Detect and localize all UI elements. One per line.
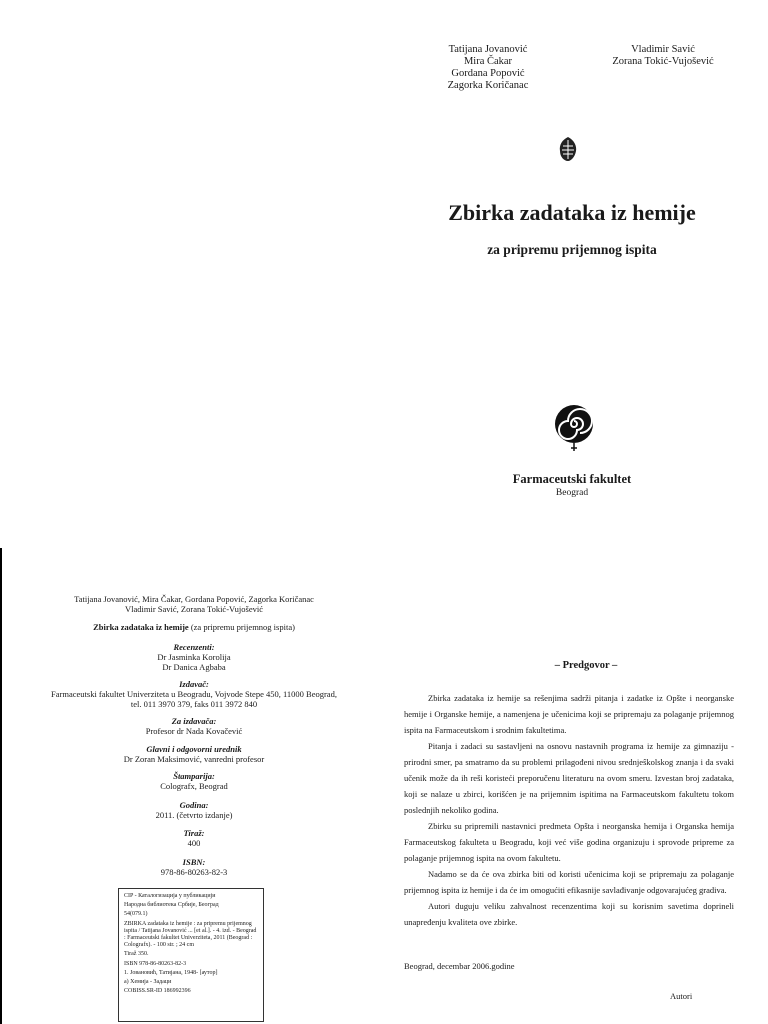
printing-label: Štamparija: bbox=[173, 771, 215, 781]
book-title: Zbirka zadataka iz hemije bbox=[448, 200, 696, 225]
cip-line: ZBIRKA zadataka iz hemije : za pripremu prijemnog ispita / Tatijana Jovanović ... [et al.]. - 4. izd. - Beograd : Farmaceutski fakultet Univerziteta, 2011 (Beograd : Colografx). - 100 str. ; 24 cm bbox=[124, 920, 257, 949]
author-name: Zorana Tokić-Vujošević bbox=[612, 56, 714, 67]
reviewer-name: Dr Danica Agbaba bbox=[162, 662, 226, 672]
print-run-label: Tiraž: bbox=[183, 828, 205, 838]
page-edge-line bbox=[0, 548, 2, 1024]
imprint-title-rest: (za pripremu prijemnog ispita) bbox=[190, 622, 295, 632]
preface-paragraph: Zbirka zadataka iz hemije sa rešenjima sadrži pitanja i zadatke iz Opšte i neorganske hemije i Organske hemije, a namenjena je učenicima koji se pripremaju za polaganje prijemnog ispita na Farmaceutskom i srodnim fakultetima. bbox=[404, 693, 734, 735]
for-publisher-label: Za izdavača: bbox=[171, 716, 217, 726]
imprint-isbn bbox=[14, 857, 374, 877]
author-name: Zagorka Koričanac bbox=[447, 80, 529, 91]
imprint-publisher bbox=[14, 679, 374, 709]
imprint-authors-line: Tatijana Jovanović, Mira Čakar, Gordana Popović, Zagorka Koričanac bbox=[74, 594, 314, 604]
imprint-reviewers bbox=[14, 642, 374, 672]
preface-paragraph: Autori duguju veliku zahvalnost recenzentima koji su korisnim savetima doprineli unapređenju kvaliteta ove zbirke. bbox=[404, 901, 734, 927]
cover-authors-right bbox=[588, 44, 738, 68]
imprint-title-bold: Zbirka zadataka iz hemije bbox=[93, 622, 189, 632]
preface-paragraph: Pitanja i zadaci su sastavljeni na osnovu nastavnih programa iz hemije za gimnaziju - prirodni smer, pa smatramo da su problemi prilagođeni nivou srednjeŝkolskog znanja i da svaki učenik može da ih reši koristeći preporučenu literaturu na ovom smeru. Izvestan broj zadataka, koji se nalaze u zbirci, korišćen je na prijemnim ispitima na Farmaceutskom fakultetu tokom poslednjih nekoliko godina. bbox=[404, 741, 734, 815]
cip-record-box bbox=[118, 888, 264, 1022]
author-name: Gordana Popović bbox=[451, 68, 525, 79]
publisher-address: Farmaceutski fakultet Univerziteta u Beogradu, Vojvode Stepe 450, 11000 Beograd, bbox=[51, 689, 337, 699]
cip-line: а) Хемија - Задаци bbox=[124, 979, 172, 986]
book-subtitle: za pripremu prijemnog ispita bbox=[487, 242, 657, 257]
preface-body bbox=[404, 690, 734, 930]
isbn-value: 978-86-80263-82-3 bbox=[160, 867, 228, 877]
author-name: Mira Čakar bbox=[463, 56, 513, 67]
editor-name: Dr Zoran Maksimović, vanredni profesor bbox=[123, 754, 265, 764]
imprint-authors bbox=[14, 594, 374, 614]
cip-line: COBISS.SR-ID 186992396 bbox=[124, 988, 191, 995]
cover-authors-left bbox=[418, 44, 558, 92]
year-label: Godina: bbox=[179, 800, 209, 810]
reviewers-label: Recenzenti: bbox=[173, 642, 215, 652]
faculty-spiral-logo-icon bbox=[554, 404, 594, 452]
preface-signature: Autori bbox=[670, 991, 693, 1001]
publisher-contact: tel. 011 3970 379, faks 011 3972 840 bbox=[130, 699, 258, 709]
publisher-mark-icon bbox=[558, 136, 578, 162]
printing-name: Colografx, Beograd bbox=[160, 781, 228, 791]
editor-label: Glavni i odgovorni urednik bbox=[146, 744, 242, 754]
publisher-name: Farmaceutski fakultet bbox=[512, 472, 632, 486]
imprint-editor bbox=[14, 744, 374, 764]
publisher-city: Beograd bbox=[555, 488, 589, 498]
preface-date: Beograd, decembar 2006.godine bbox=[404, 961, 515, 971]
imprint-for-publisher bbox=[14, 716, 374, 736]
cip-line: ISBN 978-86-80263-82-3 bbox=[124, 960, 187, 967]
publisher-label: Izdavač: bbox=[179, 679, 209, 689]
preface-heading: – Predgovor – bbox=[554, 660, 618, 671]
isbn-label: ISBN: bbox=[182, 857, 206, 867]
imprint-printing bbox=[14, 771, 374, 791]
for-publisher-name: Profesor dr Nada Kovačević bbox=[145, 726, 243, 736]
imprint-year bbox=[14, 800, 374, 820]
cip-line: Народна библиотека Србије, Београд bbox=[124, 902, 219, 909]
print-run-value: 400 bbox=[187, 838, 201, 848]
cip-line: 1. Јовановић, Татијана, 1948- [аутор] bbox=[124, 969, 218, 976]
reviewer-name: Dr Jasminka Korolija bbox=[157, 652, 231, 662]
author-name: Vladimir Savić bbox=[631, 44, 695, 55]
imprint-title bbox=[14, 622, 374, 632]
cip-line: 54(079.1) bbox=[124, 911, 148, 918]
imprint-print-run bbox=[14, 828, 374, 848]
cip-line: CIP - Каталогизација у публикацији bbox=[124, 893, 216, 899]
author-name: Tatijana Jovanović bbox=[448, 44, 528, 55]
year-value: 2011. (četvrto izdanje) bbox=[155, 810, 233, 820]
preface-paragraph: Nadamo se da će ova zbirka biti od koristi učenicima koji se pripremaju za polaganje prijemnog ispita iz hemije i da će im omogućiti efikasnije savlađivanje odgovarajućeg gradiva. bbox=[404, 869, 734, 895]
preface-paragraph: Zbirku su pripremili nastavnici predmeta Opšta i neorganska hemija i Organska hemija Farmaceutskog fakulteta u Beogradu, koji već više godina organizuju i sprovode pripreme za polaganje prijemnog ispita na ovom fakultetu. bbox=[404, 821, 734, 863]
cip-line: Tiraž 350. bbox=[124, 951, 149, 958]
imprint-authors-line: Vladimir Savić, Zorana Tokić-Vujošević bbox=[124, 604, 263, 614]
